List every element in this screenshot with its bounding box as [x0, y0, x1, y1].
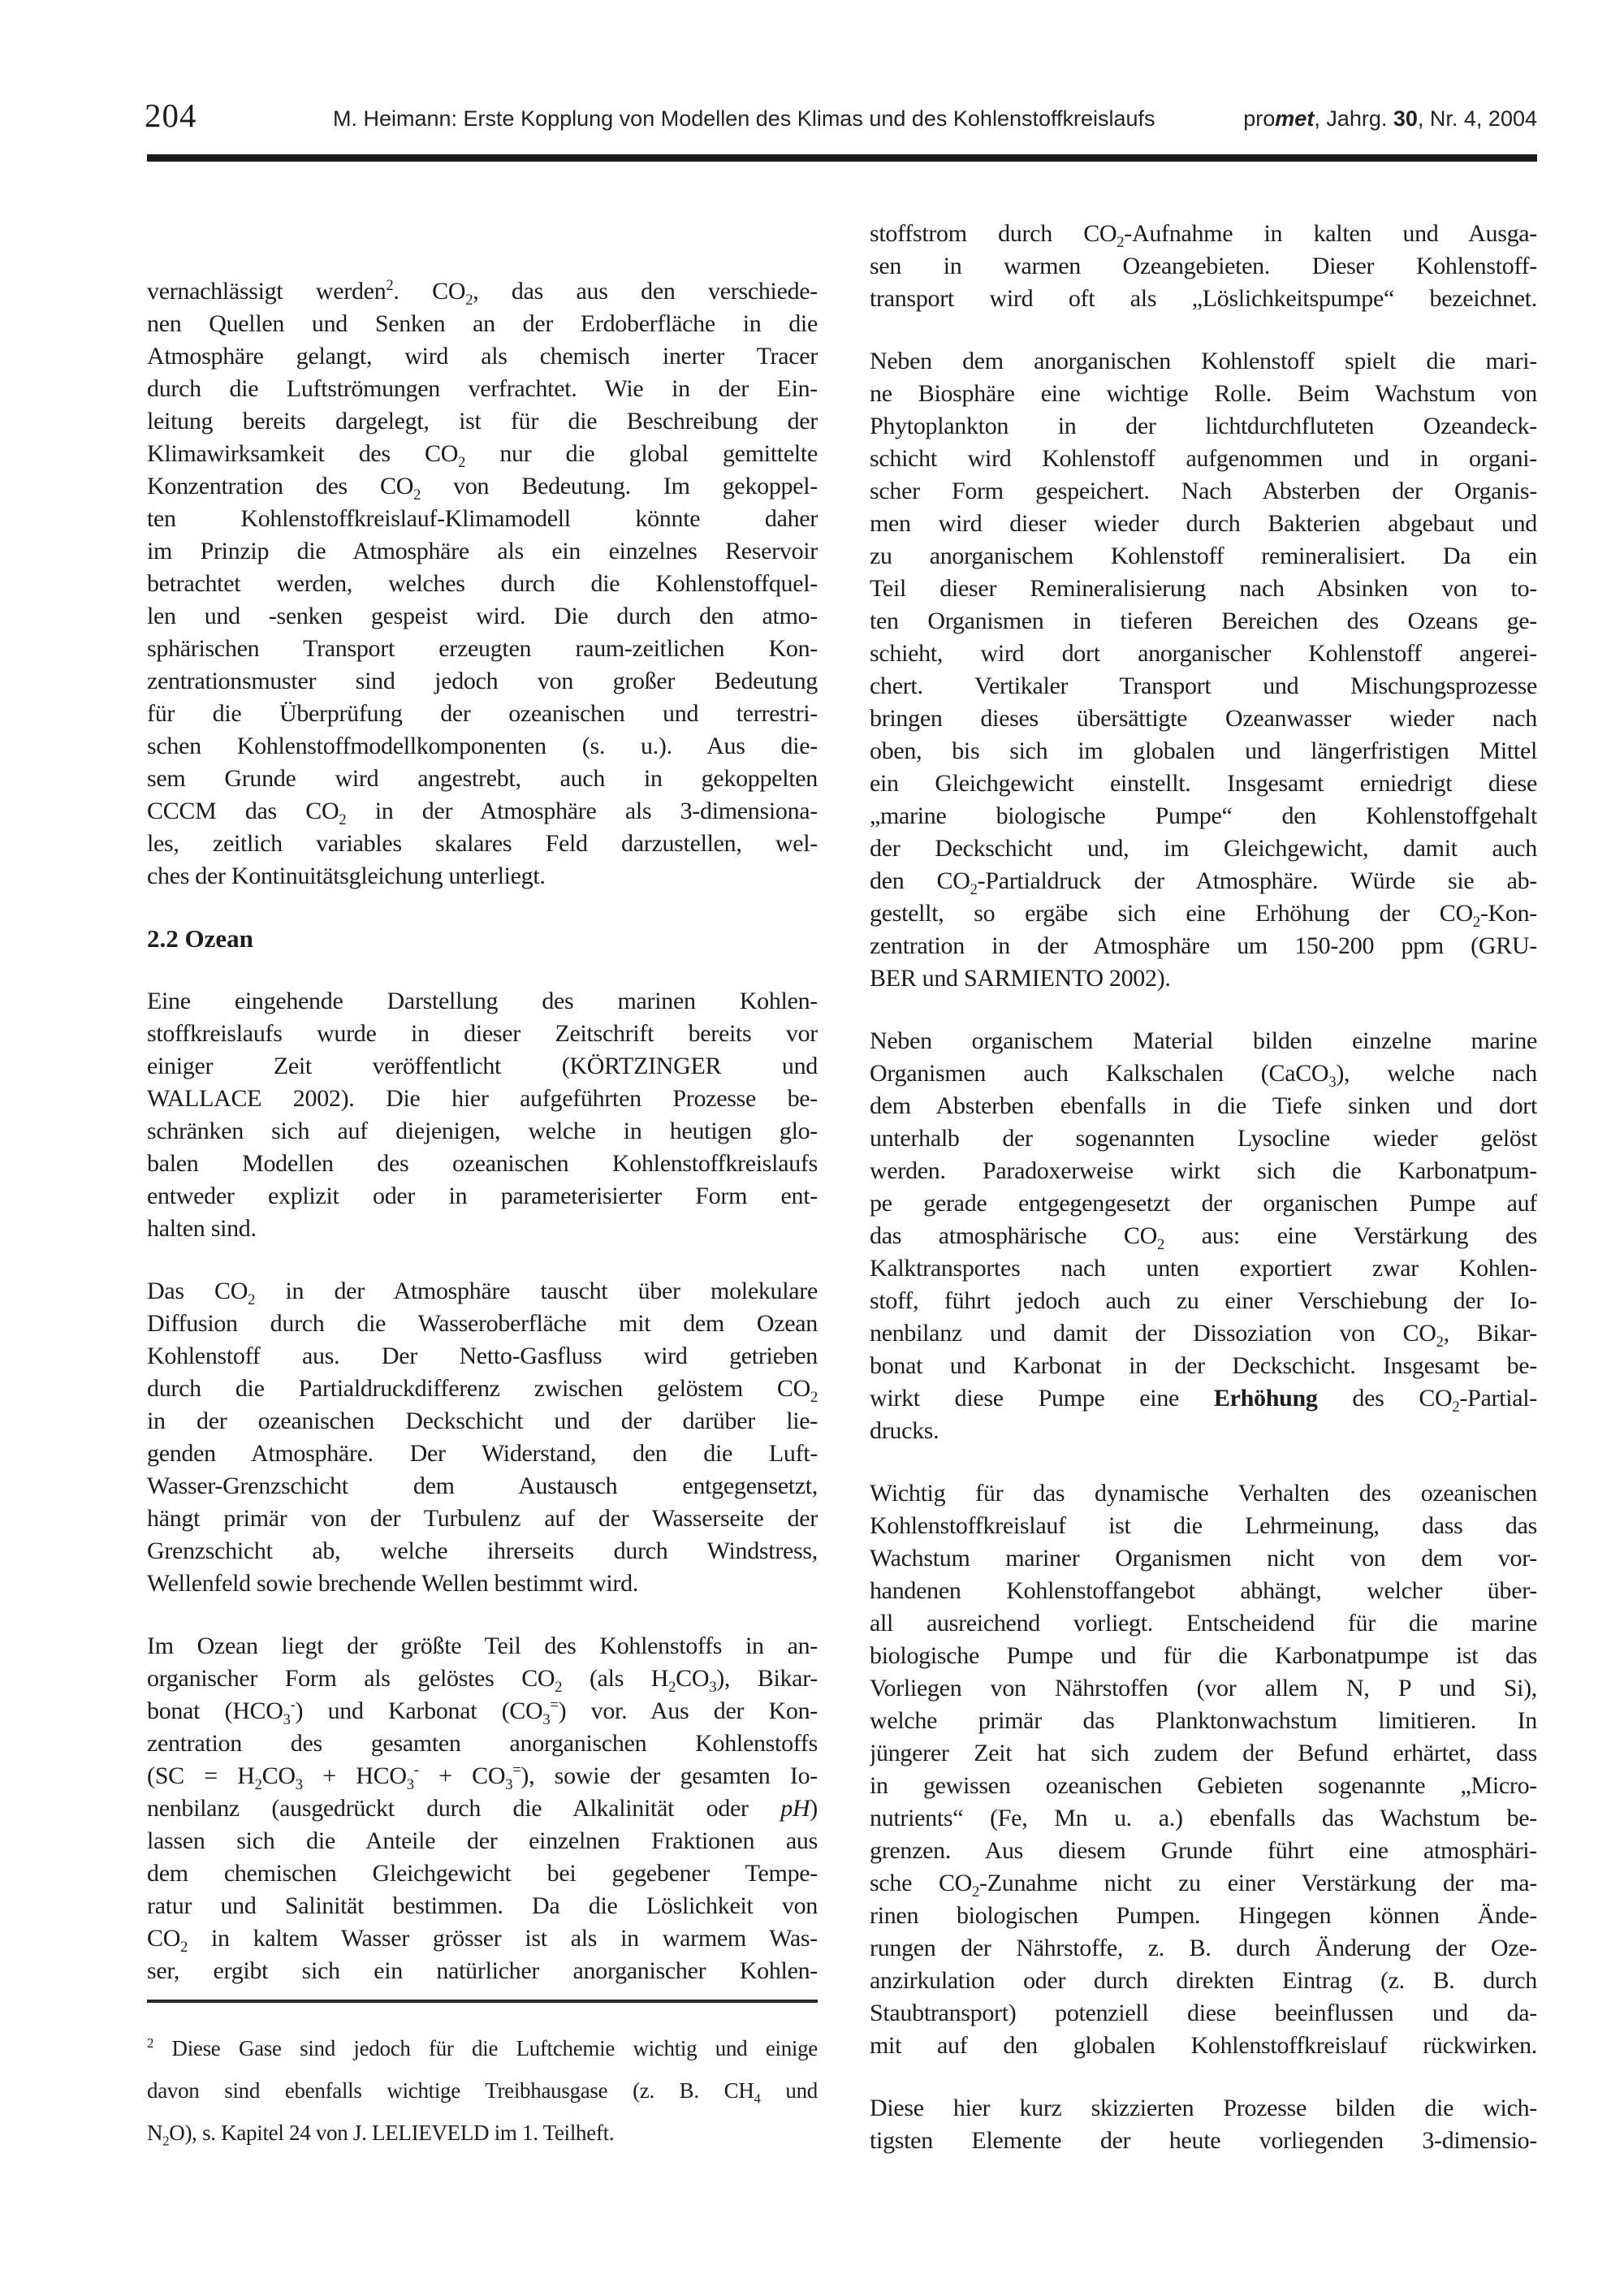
text-line: jüngerer Zeit hat sich zudem der Befund erhärtet, dass	[870, 1740, 1537, 1766]
text-line: für die Überprüfung der ozeanischen und terrestri-	[147, 700, 818, 727]
text-line: Wasser-Grenzschicht dem Austausch entgegensetzt,	[147, 1472, 818, 1499]
text-line: chert. Vertikaler Transport und Mischungsprozesse	[870, 672, 1537, 699]
section-heading: 2.2 Ozean	[147, 924, 253, 953]
text-line: Staubtransport) potenziell diese beeinflussen und da-	[870, 2000, 1537, 2026]
text-line: im Prinzip die Atmosphäre als ein einzelnes Reservoir	[147, 538, 818, 564]
text-line: bonat und Karbonat in der Deckschicht. Insgesamt be-	[870, 1352, 1537, 1379]
footnote-text	[147, 2027, 818, 2154]
text-line: ser, ergibt sich ein natürlicher anorganischer Kohlen-	[147, 1957, 818, 1984]
text-line: nenbilanz (ausgedrückt durch die Alkalinität oder pH)	[147, 1795, 818, 1822]
footnote-line: davon sind ebenfalls wichtige Treibhausgase (z. B. $CH_4$ und	[147, 2078, 818, 2107]
paragraph	[147, 275, 818, 893]
text-line: bringen dieses übersättigte Ozeanwasser wieder nach	[870, 705, 1537, 732]
running-title: M. Heimann: Erste Kopplung von Modellen des Klimas und des Kohlenstoffkreislaufs	[333, 106, 1155, 131]
text-line: schieht, wird dort anorganischer Kohlenstoff angerei-	[870, 640, 1537, 667]
text-line: CCCM das $CO_2$ in der Atmosphäre als 3-dimensiona-	[147, 798, 818, 828]
text-line: ne Biosphäre eine wichtige Rolle. Beim Wachstum von	[870, 380, 1537, 407]
text-line: Konzentration des $CO_2$ von Bedeutung. Im gekoppel-	[147, 473, 818, 503]
text-line: bonat $(HCO_3^-)$ und Karbonat $(CO_3^=)$ vor. Aus der Kon-	[147, 1697, 818, 1727]
text-line: Wellenfeld sowie brechende Wellen bestimmt wird.	[147, 1570, 639, 1597]
text-line: ein Gleichgewicht einstellt. Insgesamt erniedrigt diese	[870, 770, 1537, 797]
text-line: in der ozeanischen Deckschicht und der darüber lie-	[147, 1407, 818, 1434]
text-line: mit auf den globalen Kohlenstoffkreislauf rückwirken.	[870, 2032, 1537, 2059]
text-line: schen Kohlenstoffmodellkomponenten (s. u.). Aus die-	[147, 733, 818, 759]
text-line: $(SC = H_2CO_3 + HCO_3^- + CO_3^=)$, sowie der gesamten Io-	[147, 1762, 818, 1792]
text-line: Neben organischem Material bilden einzelne marine	[870, 1027, 1537, 1054]
text-line: schicht wird Kohlenstoff aufgenommen und in organi-	[870, 445, 1537, 472]
paragraph	[870, 1477, 1537, 2062]
text-line: schränken sich auf diejenigen, welche in heutigen glo-	[147, 1118, 818, 1144]
paragraph	[147, 1630, 818, 1987]
text-line: nutrients“ (Fe, Mn u. a.) ebenfalls das Wachstum be-	[870, 1805, 1537, 1831]
text-line: tigsten Elemente der heute vorliegenden 3-dimensio-	[870, 2127, 1537, 2154]
text-line: Wichtig für das dynamische Verhalten des ozeanischen	[870, 1480, 1537, 1507]
text-line: vernachlässigt werden$^2$. $CO_2$, das aus den verschiede-	[147, 277, 818, 308]
text-line: lassen sich die Anteile der einzelnen Fraktionen aus	[147, 1827, 818, 1854]
text-line: zentration in der Atmosphäre um 150-200 ppm (GRU-	[870, 932, 1537, 959]
text-line: Kohlenstoffkreislauf ist die Lehrmeinung, dass das	[870, 1512, 1537, 1539]
text-line: den $CO_2$-Partialdruck der Atmosphäre. Würde sie ab-	[870, 867, 1537, 897]
text-line: dem chemischen Gleichgewicht bei gegebener Tempe-	[147, 1860, 818, 1887]
text-line: Atmosphäre gelangt, wird als chemisch inerter Tracer	[147, 343, 818, 370]
text-line: genden Atmosphäre. Der Widerstand, den die Luft-	[147, 1440, 818, 1467]
text-line: organischer Form als gelöstes $CO_2$ (als $H_2CO_3$), Bikar-	[147, 1665, 818, 1695]
text-line: das atmosphärische $CO_2$ aus: eine Verstärkung des	[870, 1222, 1537, 1252]
text-line: einiger Zeit veröffentlicht (KÖRTZINGER und	[147, 1053, 818, 1079]
text-line: stoff, führt jedoch auch zu einer Verschiebung der Io-	[870, 1287, 1537, 1314]
text-line: handenen Kohlenstoffangebot abhängt, welcher über-	[870, 1577, 1537, 1604]
text-line: Diffusion durch die Wasseroberfläche mit dem Ozean	[147, 1310, 818, 1337]
text-line: entweder explizit oder in parameterisierter Form ent-	[147, 1183, 818, 1209]
text-line: werden. Paradoxerweise wirkt sich die Karbonatpum-	[870, 1157, 1537, 1184]
text-line: der Deckschicht und, im Gleichgewicht, damit auch	[870, 835, 1537, 862]
text-line: wirkt diese Pumpe eine Erhöhung des $CO_2-Partial-$	[870, 1385, 1537, 1415]
text-line: stoffkreislaufs wurde in dieser Zeitschrift bereits vor	[147, 1020, 818, 1047]
text-line: men wird dieser wieder durch Bakterien abgebaut und	[870, 510, 1537, 537]
text-line: Phytoplankton in der lichtdurchfluteten Ozeandeck-	[870, 413, 1537, 439]
text-line: all ausreichend vorliegt. Entscheidend für die marine	[870, 1610, 1537, 1637]
text-line: Organismen auch Kalkschalen (CaCO$_3$), welche nach	[870, 1060, 1537, 1090]
text-line: betrachtet werden, welches durch die Kohlenstoffquel-	[147, 570, 818, 597]
text-line: Diese hier kurz skizzierten Prozesse bilden die wich-	[870, 2095, 1537, 2121]
text-line: biologische Pumpe und für die Karbonatpumpe ist das	[870, 1642, 1537, 1669]
text-line: sche $CO_2$-Zunahme nicht zu einer Verstärkung der ma-	[870, 1870, 1537, 1900]
text-line: Im Ozean liegt der größte Teil des Kohlenstoffs in an-	[147, 1632, 818, 1659]
text-line: stoffstrom durch $CO_2$-Aufnahme in kalten und Ausga-	[870, 220, 1537, 250]
text-line: in gewissen ozeanischen Gebieten sogenannte „Micro-	[870, 1772, 1537, 1799]
text-line: zentration des gesamten anorganischen Kohlenstoffs	[147, 1730, 818, 1757]
text-line: Das $CO_2$ in der Atmosphäre tauscht über molekulare	[147, 1278, 818, 1308]
text-line: scher Form gespeichert. Nach Absterben der Organis-	[870, 478, 1537, 504]
footnote-line: $N_2O$), s. Kapitel 24 von J. LELIEVELD im 1. Teilheft.	[147, 2121, 615, 2149]
text-line: $CO_2$ in kaltem Wasser grösser ist als in warmem Was-	[147, 1925, 818, 1955]
text-line: balen Modellen des ozeanischen Kohlenstoffkreislaufs	[147, 1150, 818, 1177]
text-line: gestellt, so ergäbe sich eine Erhöhung der $CO_2-Kon-$	[870, 900, 1537, 930]
text-line: sphärischen Transport erzeugten raum-zeitlichen Kon-	[147, 635, 818, 662]
text-line: hängt primär von der Turbulenz auf der Wasserseite der	[147, 1505, 818, 1532]
text-line: Teil dieser Remineralisierung nach Absinken von to-	[870, 575, 1537, 602]
text-line: ten Organismen in tieferen Bereichen des Ozeans ge-	[870, 608, 1537, 634]
text-line: Klimawirksamkeit des $CO_2$ nur die global gemittelte	[147, 440, 818, 470]
text-line: Eine eingehende Darstellung des marinen Kohlen-	[147, 988, 818, 1014]
text-line: Vorliegen von Nährstoffen (vor allem N, P und Si),	[870, 1675, 1537, 1701]
text-line: zu anorganischem Kohlenstoff remineralisiert. Da ein	[870, 543, 1537, 569]
text-line: „marine biologische Pumpe“ den Kohlenstoffgehalt	[870, 802, 1537, 829]
text-line: WALLACE 2002). Die hier aufgeführten Prozesse be-	[147, 1085, 818, 1112]
text-line: leitung bereits dargelegt, ist für die Beschreibung der	[147, 408, 818, 435]
paragraph	[870, 345, 1537, 995]
text-line: drucks.	[870, 1417, 939, 1444]
text-line: grenzen. Aus diesem Grunde führt eine atmosphäri-	[870, 1837, 1537, 1864]
paragraph	[147, 985, 818, 1245]
text-line: durch die Luftströmungen verfrachtet. Wie in der Ein-	[147, 375, 818, 402]
text-line: rinen biologischen Pumpen. Hingegen können Ände-	[870, 1902, 1537, 1929]
text-line: pe gerade entgegengesetzt der organischen Pumpe auf	[870, 1190, 1537, 1217]
paragraph	[870, 1025, 1537, 1447]
text-line: les, zeitlich variables skalares Feld darzustellen, wel-	[147, 830, 818, 857]
journal-ref: promet, Jahrg. 30, Nr. 4, 2004	[1243, 106, 1537, 131]
paragraph	[870, 2092, 1537, 2157]
text-line: nen Quellen und Senken an der Erdoberfläche in die	[147, 310, 818, 337]
text-line: BER und SARMIENTO 2002).	[870, 965, 1171, 992]
footnote-line: $^2$ Diese Gase sind jedoch für die Luftchemie wichtig und einige	[147, 2035, 818, 2060]
text-line: len und -senken gespeist wird. Die durch den atmo-	[147, 603, 818, 629]
text-line: nenbilanz und damit der Dissoziation von $CO_2$, Bikar-	[870, 1320, 1537, 1350]
text-line: dem Absterben ebenfalls in die Tiefe sinken und dort	[870, 1092, 1537, 1119]
column-left	[147, 275, 818, 2017]
text-line: zentrationsmuster sind jedoch von großer Bedeutung	[147, 668, 818, 694]
text-line: sem Grunde wird angestrebt, auch in gekoppelten	[147, 765, 818, 792]
text-line: Grenzschicht ab, welche ihrerseits durch Windstress,	[147, 1537, 818, 1564]
paragraph	[147, 1275, 818, 1600]
page-number: 204	[145, 97, 197, 134]
text-line: Wachstum mariner Organismen nicht von dem vor-	[870, 1545, 1537, 1572]
footnote-rule	[147, 2000, 818, 2003]
paragraph	[870, 218, 1537, 315]
text-line: durch die Partialdruckdifferenz zwischen gelöstem $CO_2$	[147, 1375, 818, 1405]
text-line: Kalktransportes nach unten exportiert zwar Kohlen-	[870, 1255, 1537, 1282]
column-right	[870, 218, 1537, 2187]
text-line: anzirkulation oder durch direkten Eintrag (z. B. durch	[870, 1967, 1537, 1994]
text-line: rungen der Nährstoffe, z. B. durch Änderung der Oze-	[870, 1935, 1537, 1961]
text-line: unterhalb der sogenannten Lysocline wieder gelöst	[870, 1125, 1537, 1152]
text-line: Kohlenstoff aus. Der Netto-Gasfluss wird getrieben	[147, 1343, 818, 1369]
text-line: transport wird oft als „Löslichkeitspumpe“ bezeichnet.	[870, 285, 1537, 312]
text-line: ten Kohlenstoffkreislauf-Klimamodell könnte daher	[147, 505, 818, 532]
text-line: welche primär das Planktonwachstum limitieren. In	[870, 1707, 1537, 1734]
text-line: sen in warmen Ozeangebieten. Dieser Kohlenstoff-	[870, 253, 1537, 279]
text-line: ches der Kontinuitätsgleichung unterliegt.	[147, 863, 546, 889]
footnote	[147, 2000, 818, 2154]
header-rule	[147, 154, 1537, 162]
text-line: oben, bis sich im globalen und längerfristigen Mittel	[870, 737, 1537, 764]
text-line: Neben dem anorganischen Kohlenstoff spielt die mari-	[870, 348, 1537, 374]
text-line: ratur und Salinität bestimmen. Da die Löslichkeit von	[147, 1892, 818, 1919]
text-line: halten sind.	[147, 1215, 257, 1242]
